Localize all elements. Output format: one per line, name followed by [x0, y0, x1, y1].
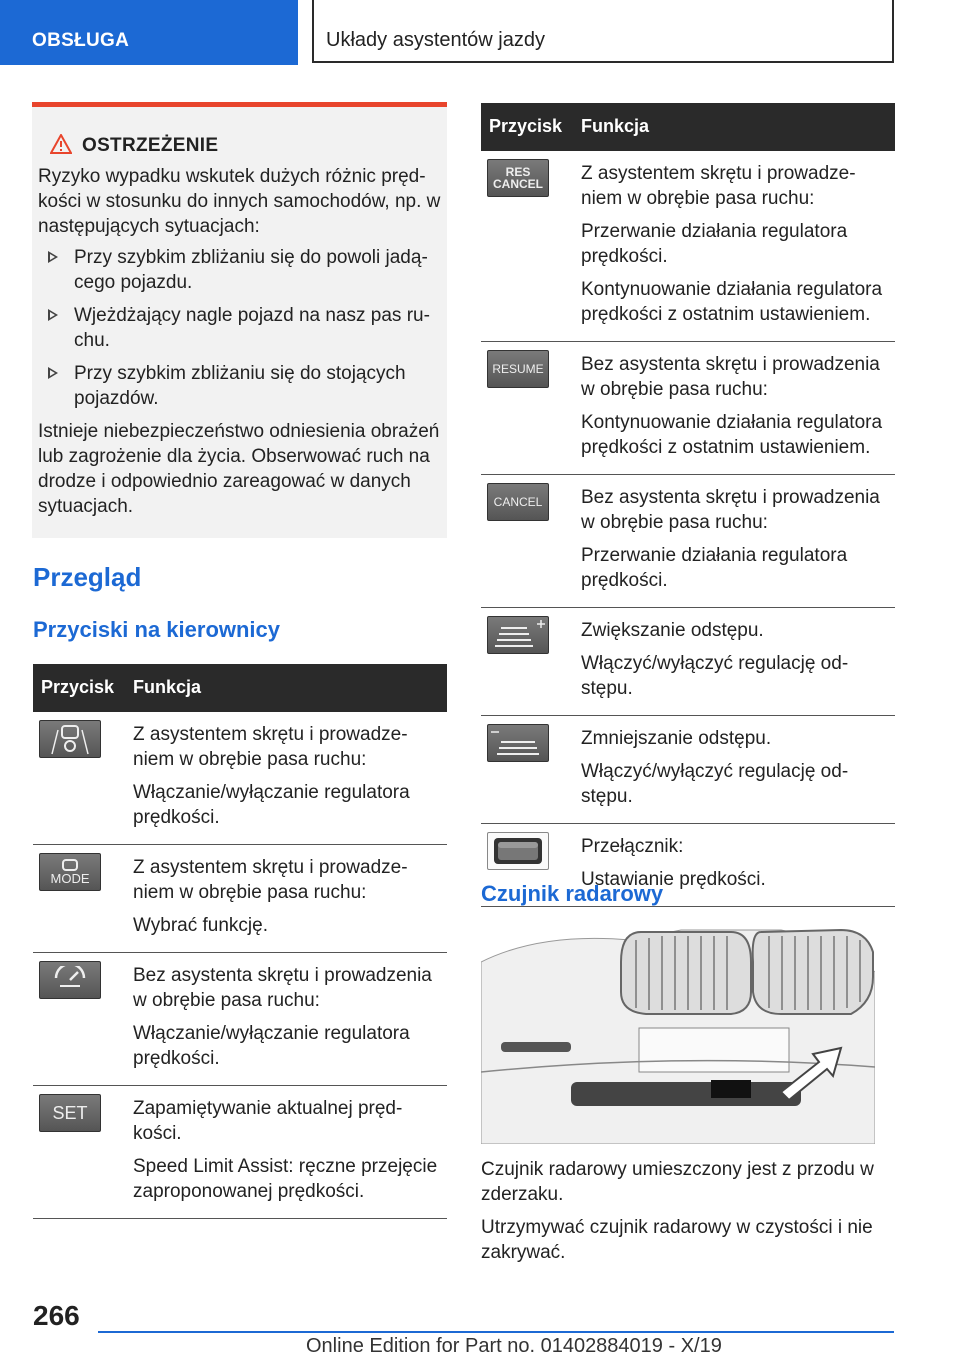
set-icon: SET — [39, 1094, 101, 1132]
warning-list-item: Przy szybkim zbliżaniu się do powoli jadącego pojazdu. — [38, 245, 441, 295]
table-row: MODE Z asystentem skrętu i prowadzeniem w obrębie pasa ruchu: Wybrać funkcję. — [33, 845, 447, 953]
table-row: CANCEL Bez asystenta skrętu i prowadzenia w obrębie pasa ruchu: Przerwanie działania regulatora prędkości. — [481, 475, 895, 608]
radar-heading: Czujnik radarowy — [481, 881, 664, 906]
table-row: Zmniejszanie odstępu. Włączyć/wyłączyć regulację odstępu. — [481, 716, 895, 824]
column-header-function: Funkcja — [573, 103, 895, 151]
column-header-button: Przycisk — [481, 103, 573, 151]
table-row: SET Zapamiętywanie aktualnej prędkości. Speed Limit Assist: ręczne przejęcie zaproponowanej prędkości. — [33, 1086, 447, 1219]
warning-list — [38, 245, 441, 411]
distance-plus-icon — [487, 616, 549, 654]
table-row: Przełącznik: Ustawianie prędkości. — [481, 824, 895, 907]
footer-divider — [98, 1331, 894, 1333]
column-header-button: Przycisk — [33, 664, 125, 712]
table-row: Z asystentem skrętu i prowadzeniem w obrębie pasa ruchu: Włączanie/wyłączanie regulatora prędkości. — [33, 712, 447, 845]
header-chapter-box — [312, 0, 894, 63]
radar-paragraph: Utrzymywać czujnik radarowy w czystości i nie zakrywać. — [481, 1217, 873, 1263]
warning-title — [50, 133, 441, 158]
bullet-arrow-icon — [48, 367, 58, 379]
distance-minus-icon — [487, 724, 549, 762]
warning-triangle-icon — [50, 134, 72, 154]
steering-buttons-table — [33, 664, 447, 1219]
table-row: RES CANCEL Z asystentem skrętu i prowadzeniem w obrębie pasa ruchu: Przerwanie działania regulatora prędkości. Kontynuowanie działania regulatora prędkości z ostatnim ustawieniem. — [481, 151, 895, 342]
bullet-arrow-icon — [48, 251, 58, 263]
footer-edition: Online Edition for Part no. 01402884019 - X/19 — [306, 1335, 722, 1357]
header-section-tab — [0, 0, 298, 65]
mode-icon: MODE — [39, 853, 101, 891]
warning-box — [32, 102, 447, 538]
rocker-switch-icon — [487, 832, 549, 870]
res-cancel-icon: RES CANCEL — [487, 159, 549, 197]
page-number: 266 — [33, 1300, 80, 1331]
table-row: Zwiększanie odstępu. Włączyć/wyłączyć regulację odstępu. — [481, 608, 895, 716]
table-row: Bez asystenta skrętu i prowadzenia w obrębie pasa ruchu: Włączanie/wyłączanie regulatora prędkości. — [33, 953, 447, 1086]
steering-assist-icon — [39, 720, 101, 758]
steering-buttons-table-continued — [481, 103, 895, 907]
warning-intro: Ryzyko wypadku wskutek dużych różnic prędkości w stosunku do innych samochodów, np. w następujących sytuacjach: — [38, 166, 441, 237]
cancel-icon: CANCEL — [487, 483, 549, 521]
resume-icon: RESUME — [487, 350, 549, 388]
radar-paragraph: Czujnik radarowy umieszczony jest z przodu w zderzaku. — [481, 1159, 874, 1205]
radar-sensor-illustration — [481, 922, 875, 1144]
section-heading: Przegląd — [33, 562, 142, 592]
warning-list-item: Przy szybkim zbliżaniu się do stojących pojazdów. — [38, 361, 441, 411]
subsection-heading: Przyciski na kierownicy — [33, 617, 281, 642]
bullet-arrow-icon — [48, 309, 58, 321]
cruise-control-icon — [39, 961, 101, 999]
warning-title-text: OSTRZEŻENIE — [82, 135, 219, 156]
warning-list-item: Wjeżdżający nagle pojazd na nasz pas ruchu. — [38, 303, 441, 353]
column-header-function: Funkcja — [125, 664, 447, 712]
header-section-label: OBSŁUGA — [32, 30, 130, 51]
warning-outro: Istnieje niebezpieczeństwo odniesienia obrażeń lub zagrożenie dla życia. Obserwować ruch na drodze i odpowiednio zareagować w danych sytuacjach. — [38, 421, 440, 517]
header-chapter-label: Układy asystentów jazdy — [326, 29, 545, 51]
table-row: RESUME Bez asystenta skrętu i prowadzenia w obrębie pasa ruchu: Kontynuowanie działania regulatora prędkości z ostatnim ustawieniem. — [481, 342, 895, 475]
